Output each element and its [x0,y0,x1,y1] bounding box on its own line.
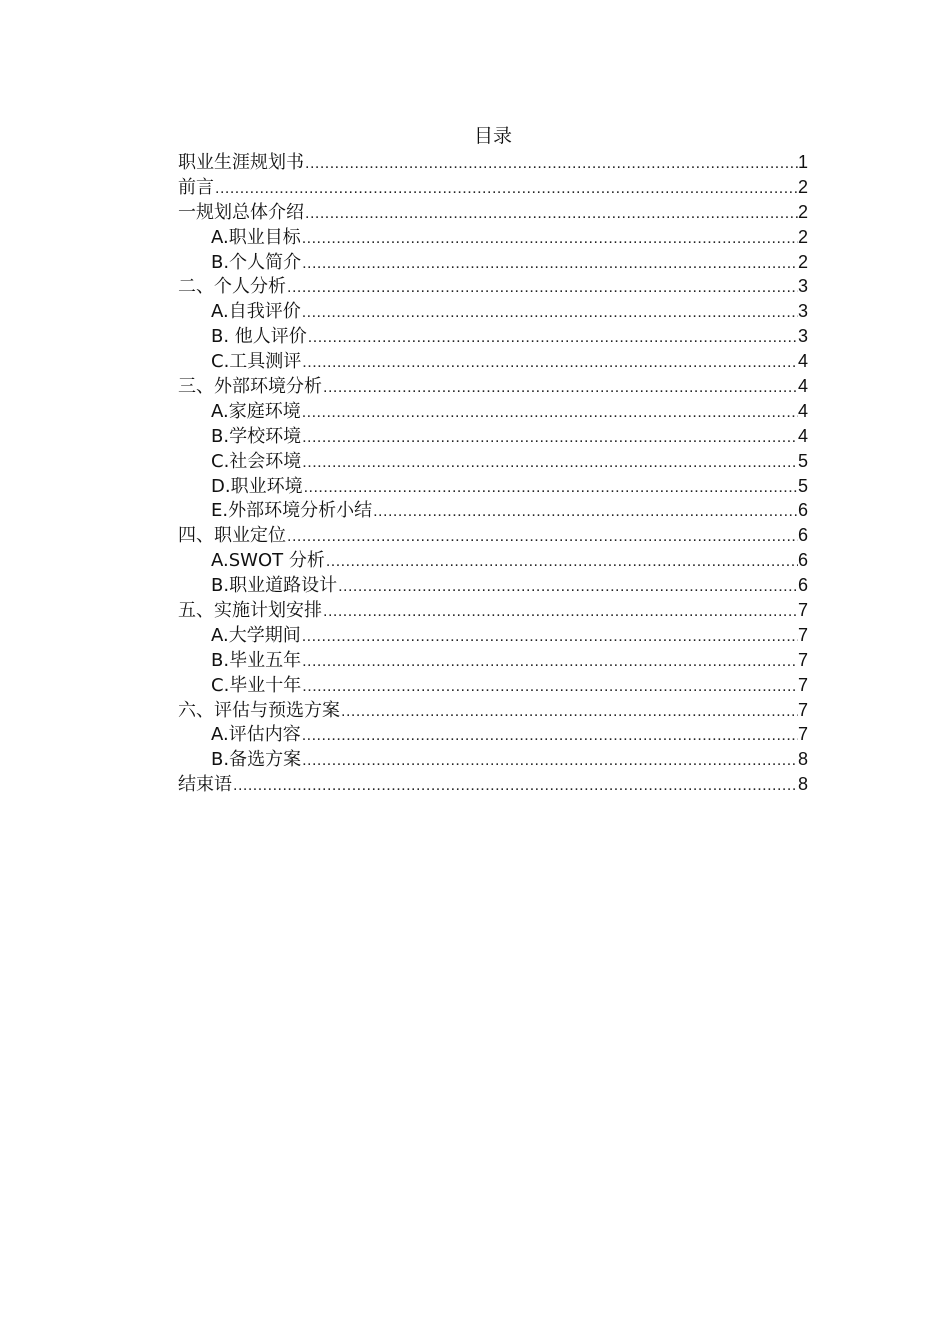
toc-dot-leader [304,202,798,225]
toc-entry-page-number: 8 [797,774,808,795]
toc-entry[interactable] [178,623,808,648]
toc-entry-label: A.职业目标 [211,226,301,248]
toc-entry-label: 二、个人分析 [178,276,286,298]
toc-entry-label: A.大学期间 [211,624,301,646]
toc-entry[interactable] [178,523,808,548]
toc-entry-label: 五、实施计划安排 [178,600,322,622]
toc-entry-page-number: 3 [797,326,808,347]
toc-dot-leader [301,451,798,474]
toc-entry-label: C.工具测评 [211,351,302,373]
toc-entry[interactable] [178,299,808,324]
toc-entry[interactable] [178,449,808,474]
toc-entry-label: C.毕业十年 [211,674,302,696]
toc-entry-page-number: 3 [797,276,808,297]
toc-title: 目录 [473,125,512,147]
toc-entry[interactable] [178,648,808,673]
toc-entry-page-number: 6 [797,500,808,521]
toc-entry-page-number: 7 [797,600,808,621]
toc-entry[interactable] [178,274,808,299]
toc-dot-leader [322,600,798,623]
toc-entry-page-number: 7 [797,624,808,645]
toc-dot-leader [372,500,798,523]
toc-entry[interactable] [178,200,808,225]
toc-entry-label: A.SWOT 分析 [211,550,325,572]
toc-dot-leader [301,724,798,747]
toc-dot-leader [325,550,798,573]
toc-entry[interactable] [178,474,808,499]
toc-dot-leader [340,700,798,723]
toc-entry-label: 一规划总体介绍 [178,201,304,223]
toc-dot-leader [301,749,798,772]
toc-entry-label: C.社会环境 [211,450,302,472]
toc-dot-leader [301,252,798,275]
toc-entry-page-number: 6 [797,550,808,571]
toc-dot-leader [286,525,798,548]
toc-entry-label: A.评估内容 [211,724,301,746]
toc-dot-leader [303,476,798,499]
toc-dot-leader [304,152,798,175]
toc-entry-label: 三、外部环境分析 [178,376,322,398]
toc-entry-label: B.毕业五年 [211,649,302,671]
toc-entry-page-number: 8 [797,749,808,770]
toc-entry-page-number: 5 [797,450,808,471]
toc-entry[interactable] [178,324,808,349]
toc-entry-page-number: 6 [797,575,808,596]
toc-entry[interactable] [178,747,808,772]
toc-entry[interactable] [178,698,808,723]
toc-entry-label: D.职业环境 [211,475,303,497]
toc-entry-page-number: 7 [797,724,808,745]
toc-dot-leader [301,301,798,324]
toc-entry-page-number: 7 [797,649,808,670]
toc-dot-leader [301,426,798,449]
toc-entry-page-number: 3 [797,301,808,322]
toc-entry-page-number: 4 [797,351,808,372]
toc-dot-leader [214,177,798,200]
toc-entry-page-number: 7 [797,699,808,720]
toc-entry[interactable] [178,374,808,399]
toc-entry[interactable] [178,498,808,523]
toc-entry[interactable] [178,573,808,598]
toc-dot-leader [301,401,798,424]
toc-entry-page-number: 2 [797,226,808,247]
toc-entry-label: A.家庭环境 [211,400,301,422]
toc-dot-leader [301,227,798,250]
toc-dot-leader [322,376,798,399]
toc-entry[interactable] [178,349,808,374]
toc-entry-page-number: 4 [797,425,808,446]
toc-entry[interactable] [178,673,808,698]
toc-entry-label: B.学校环境 [211,425,302,447]
toc-dot-leader [301,351,798,374]
toc-entry-label: B.个人简介 [211,251,302,273]
toc-entry-label: E.外部环境分析小结 [211,500,373,522]
toc-entry-page-number: 6 [797,525,808,546]
toc-entry-page-number: 2 [797,251,808,272]
toc-entry[interactable] [178,399,808,424]
toc-entry-page-number: 2 [797,201,808,222]
toc-entry-label: A.自我评价 [211,301,301,323]
toc-entry-label: B.备选方案 [211,749,302,771]
toc-entry-label: 结束语 [178,774,232,796]
toc-dot-leader [301,675,798,698]
toc-entry-page-number: 4 [797,400,808,421]
toc-entry-label: B.职业道路设计 [211,575,338,597]
toc-entry-label: 四、职业定位 [178,525,286,547]
toc-entry-page-number: 7 [797,674,808,695]
toc-entry[interactable] [178,772,808,797]
toc-entry-page-number: 4 [797,376,808,397]
toc-entry[interactable] [178,225,808,250]
toc-entry[interactable] [178,548,808,573]
toc-entry[interactable] [178,598,808,623]
toc-dot-leader [337,575,798,598]
toc-entry-page-number: 2 [797,176,808,197]
toc-entry[interactable] [178,250,808,275]
toc-dot-leader [307,326,798,349]
table-of-contents [178,122,808,797]
toc-dot-leader [286,276,798,299]
toc-entry[interactable] [178,175,808,200]
toc-dot-leader [301,650,798,673]
toc-entry[interactable] [178,150,808,175]
toc-list [178,150,808,797]
toc-entry-label: B. 他人评价 [211,326,307,348]
toc-entry[interactable] [178,424,808,449]
toc-entry[interactable] [178,722,808,747]
toc-dot-leader [301,625,798,648]
toc-entry-page-number: 1 [797,152,808,172]
toc-dot-leader [232,774,798,797]
toc-entry-label: 前言 [178,176,214,198]
toc-entry-page-number: 5 [797,475,808,496]
toc-entry-label: 六、评估与预选方案 [178,699,340,721]
toc-entry-label: 职业生涯规划书 [178,152,304,173]
